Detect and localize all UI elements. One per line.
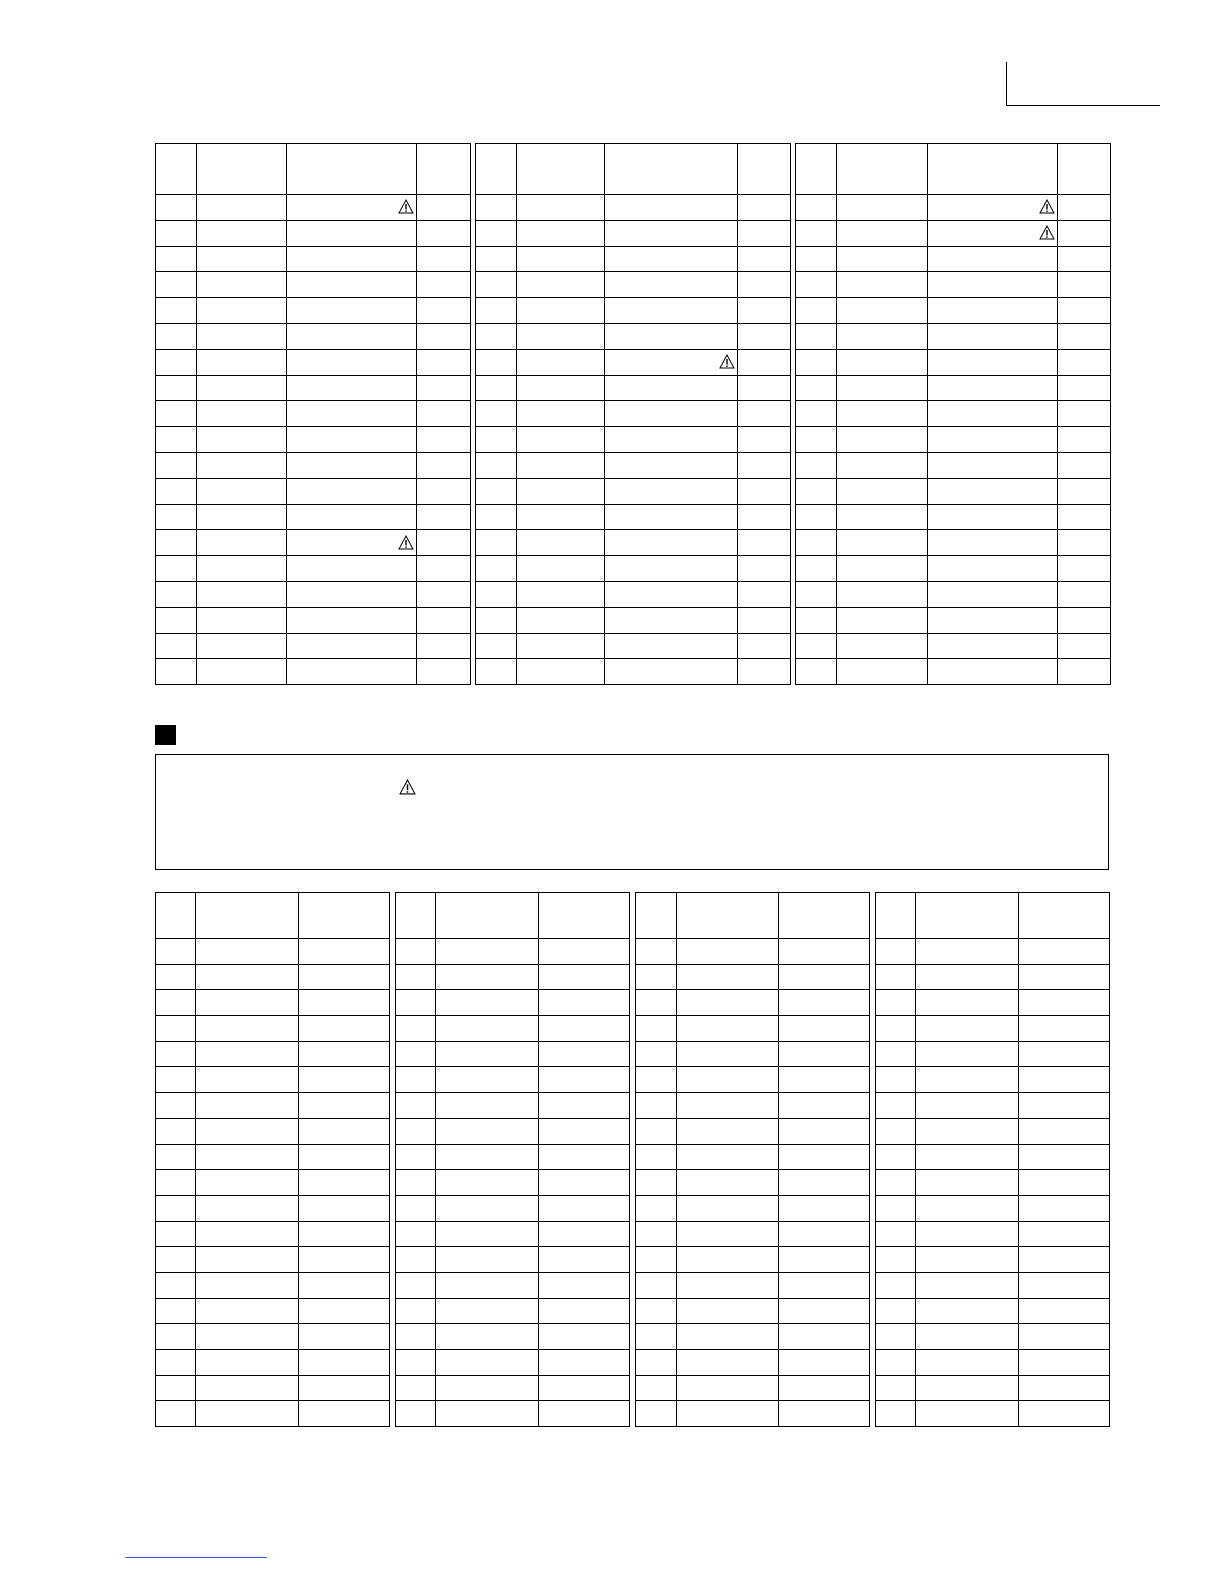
table-row <box>796 246 1111 272</box>
table-row <box>396 1272 630 1298</box>
table-row <box>476 375 791 401</box>
table-row <box>156 1118 390 1144</box>
table-row <box>156 1016 390 1042</box>
table-row <box>396 1041 630 1067</box>
table-row <box>476 272 791 298</box>
table-row <box>476 323 791 349</box>
table-body <box>396 939 630 1427</box>
table-row <box>156 1401 390 1427</box>
table-row <box>156 1247 390 1273</box>
table-row <box>796 375 1111 401</box>
parts-table-top-1 <box>155 143 471 685</box>
table-row <box>876 1324 1110 1350</box>
table-header-row <box>156 893 390 939</box>
table-row <box>636 1093 870 1119</box>
table-row <box>796 220 1111 246</box>
parts-table-top-2 <box>475 143 791 685</box>
table-row <box>156 1298 390 1324</box>
table-row <box>636 1170 870 1196</box>
table-row <box>876 1041 1110 1067</box>
table-row <box>396 1401 630 1427</box>
table-row <box>796 272 1111 298</box>
warning-triangle-icon <box>1039 199 1055 214</box>
table-header-row <box>156 144 471 195</box>
table-row <box>876 939 1110 965</box>
table-row <box>796 633 1111 659</box>
table-row <box>476 659 791 685</box>
parts-table-top-3 <box>795 143 1111 685</box>
warning-triangle-icon <box>719 354 735 369</box>
table-row <box>796 478 1111 504</box>
table-row <box>796 298 1111 324</box>
table-row <box>156 607 471 633</box>
table-row <box>396 1350 630 1376</box>
table-row <box>476 478 791 504</box>
table-row <box>876 1221 1110 1247</box>
table-row <box>796 323 1111 349</box>
table-row <box>396 990 630 1016</box>
table-row <box>156 990 390 1016</box>
table-header-row <box>636 893 870 939</box>
table-row <box>876 990 1110 1016</box>
table-row <box>156 659 471 685</box>
table-header-row <box>796 144 1111 195</box>
warning-triangle-icon <box>399 779 416 795</box>
table-row <box>156 504 471 530</box>
table-row <box>636 1375 870 1401</box>
parts-table-bottom-1 <box>155 892 390 1427</box>
table-row <box>156 1375 390 1401</box>
table-row <box>156 401 471 427</box>
header-box-bottom-rule <box>1006 105 1160 106</box>
table-row <box>156 478 471 504</box>
table-row <box>636 1144 870 1170</box>
table-row <box>796 607 1111 633</box>
table-body <box>796 195 1111 685</box>
table-row <box>476 195 791 221</box>
table-row <box>476 246 791 272</box>
table-row <box>476 452 791 478</box>
table-row <box>156 272 471 298</box>
table-body <box>156 939 390 1427</box>
table-row <box>636 1041 870 1067</box>
table-row <box>396 1324 630 1350</box>
table-row <box>796 427 1111 453</box>
table-row <box>636 1324 870 1350</box>
table-row <box>796 401 1111 427</box>
table-row <box>796 659 1111 685</box>
table-row <box>876 1195 1110 1221</box>
table-row <box>156 427 471 453</box>
table-row <box>396 1298 630 1324</box>
table-row <box>796 530 1111 556</box>
table-row <box>876 1247 1110 1273</box>
table-row <box>636 1401 870 1427</box>
parts-table-bottom-2 <box>395 892 630 1427</box>
table-row <box>636 1221 870 1247</box>
table-row <box>396 1247 630 1273</box>
table-row <box>396 1195 630 1221</box>
table-row <box>156 1350 390 1376</box>
table-row <box>156 1324 390 1350</box>
table-header-row <box>476 144 791 195</box>
table-row <box>156 1221 390 1247</box>
header-box-left-rule <box>1006 62 1007 106</box>
table-row <box>796 556 1111 582</box>
table-row <box>396 1375 630 1401</box>
table-row <box>156 1067 390 1093</box>
notice-box <box>155 754 1109 870</box>
table-row <box>156 220 471 246</box>
table-row <box>396 1016 630 1042</box>
table-row <box>396 1170 630 1196</box>
table-header-row <box>396 893 630 939</box>
table-row <box>876 1375 1110 1401</box>
table-row <box>636 939 870 965</box>
table-row <box>636 990 870 1016</box>
table-row <box>156 246 471 272</box>
parts-table-bottom-3 <box>635 892 870 1427</box>
black-square-icon <box>155 725 176 745</box>
table-row <box>796 452 1111 478</box>
parts-table-bottom-4 <box>875 892 1110 1427</box>
table-row <box>156 1272 390 1298</box>
table-row <box>796 195 1111 221</box>
table-row <box>396 964 630 990</box>
table-row <box>636 1195 870 1221</box>
table-row <box>156 323 471 349</box>
table-row <box>876 1350 1110 1376</box>
table-row <box>156 1041 390 1067</box>
table-row <box>876 1401 1110 1427</box>
table-row <box>796 581 1111 607</box>
table-row <box>156 530 471 556</box>
warning-triangle-icon <box>398 199 414 214</box>
table-row <box>476 504 791 530</box>
table-row <box>156 1170 390 1196</box>
table-row <box>156 964 390 990</box>
table-row <box>876 1144 1110 1170</box>
table-row <box>476 401 791 427</box>
table-row <box>156 298 471 324</box>
table-row <box>636 1350 870 1376</box>
table-row <box>156 581 471 607</box>
table-row <box>876 1298 1110 1324</box>
table-row <box>156 452 471 478</box>
table-row <box>396 1144 630 1170</box>
table-row <box>396 1093 630 1119</box>
table-row <box>636 1247 870 1273</box>
table-row <box>636 1118 870 1144</box>
table-row <box>636 1272 870 1298</box>
table-header-row <box>876 893 1110 939</box>
table-row <box>796 504 1111 530</box>
table-row <box>396 939 630 965</box>
table-row <box>396 1118 630 1144</box>
table-row <box>156 939 390 965</box>
table-row <box>476 298 791 324</box>
table-row <box>156 1144 390 1170</box>
table-body <box>476 195 791 685</box>
table-row <box>636 1298 870 1324</box>
table-row <box>636 1016 870 1042</box>
table-row <box>636 1067 870 1093</box>
table-row <box>156 633 471 659</box>
table-row <box>796 349 1111 375</box>
warning-triangle-icon <box>1039 225 1055 240</box>
table-row <box>396 1221 630 1247</box>
table-row <box>876 1170 1110 1196</box>
footer-link-underline[interactable] <box>125 1557 267 1558</box>
table-row <box>476 530 791 556</box>
table-row <box>476 607 791 633</box>
table-row <box>876 1118 1110 1144</box>
table-row <box>876 1067 1110 1093</box>
warning-triangle-icon <box>398 535 414 550</box>
table-body <box>156 195 471 685</box>
table-body <box>636 939 870 1427</box>
table-row <box>396 1067 630 1093</box>
table-row <box>636 964 870 990</box>
table-row <box>156 556 471 582</box>
table-row <box>156 195 471 221</box>
table-row <box>476 220 791 246</box>
table-row <box>876 1093 1110 1119</box>
table-row <box>156 349 471 375</box>
table-row <box>476 581 791 607</box>
table-row <box>476 427 791 453</box>
table-row <box>476 556 791 582</box>
table-row <box>876 1016 1110 1042</box>
table-body <box>876 939 1110 1427</box>
table-row <box>156 375 471 401</box>
table-row <box>476 633 791 659</box>
table-row <box>476 349 791 375</box>
table-row <box>876 1272 1110 1298</box>
table-row <box>876 964 1110 990</box>
table-row <box>156 1093 390 1119</box>
table-row <box>156 1195 390 1221</box>
